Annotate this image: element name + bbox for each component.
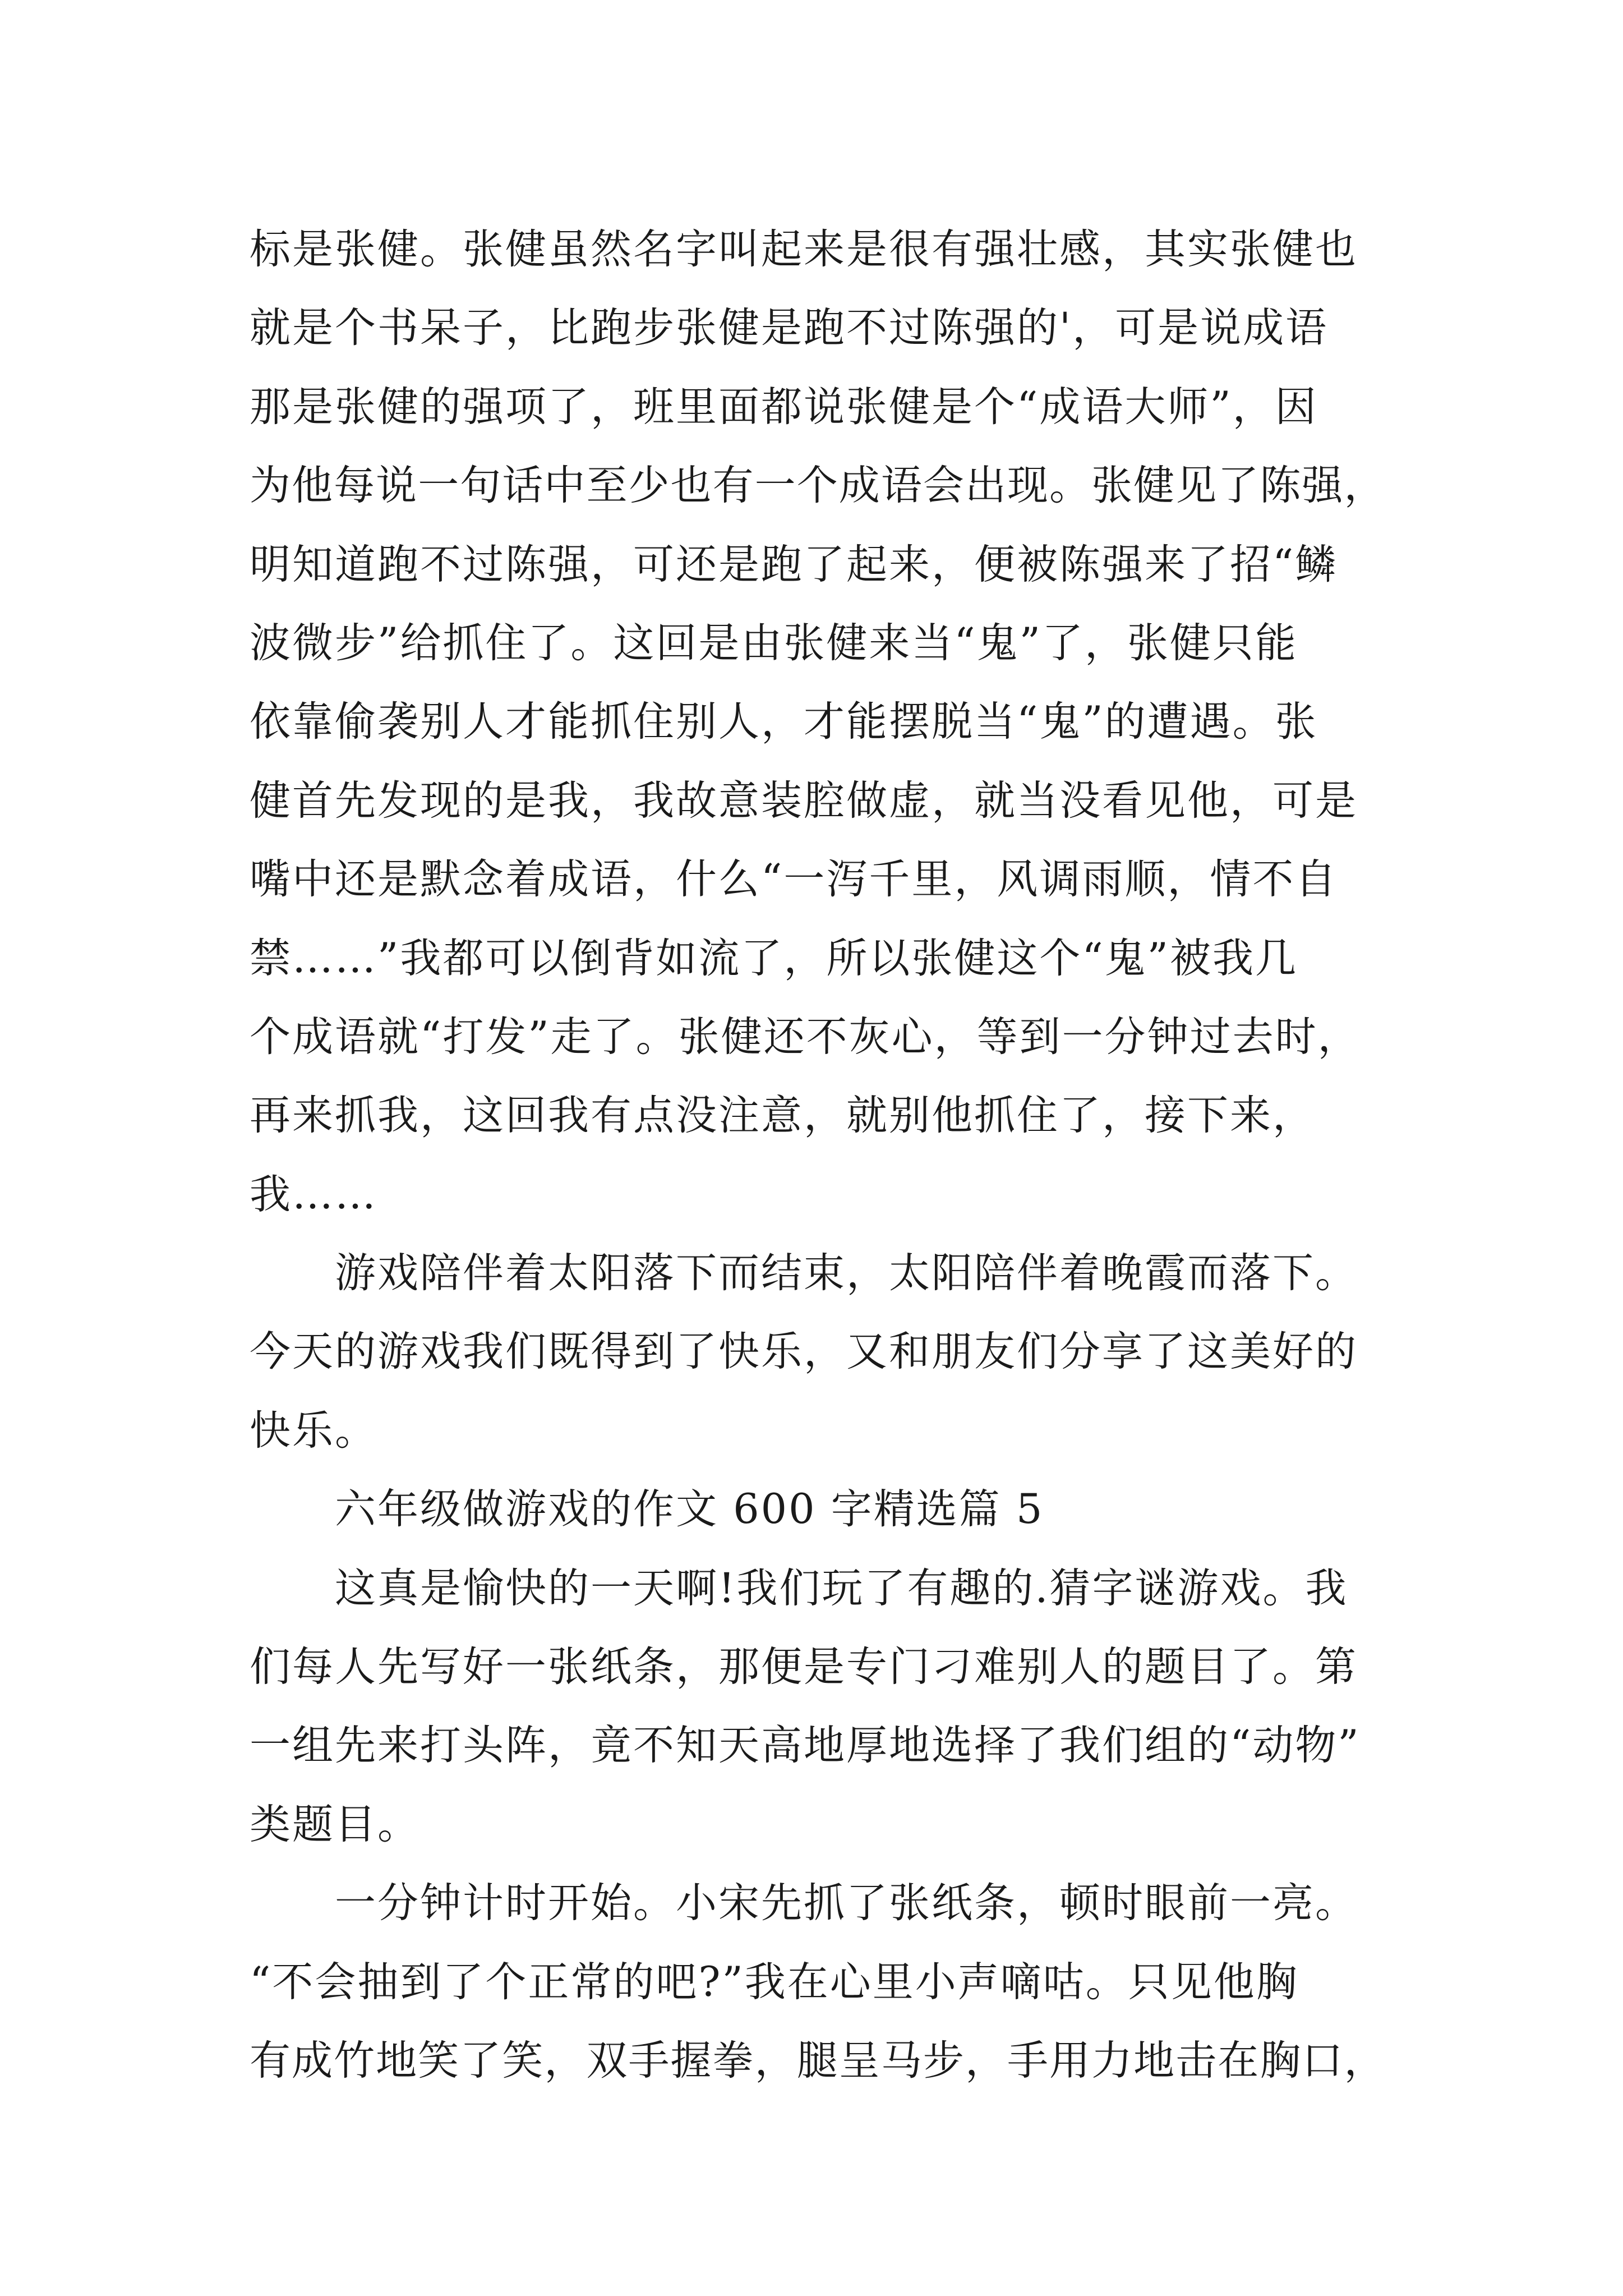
text-line: 再来抓我，这回我有点没注意，就别他抓住了，接下来， (250, 1092, 1315, 1140)
text-line: 那是张健的强项了，班里面都说张健是个“成语大师”，因 (250, 383, 1318, 431)
text-line: 今天的游戏我们既得到了快乐，又和朋友们分享了这美好的 (250, 1328, 1358, 1376)
text-line: 我…… (250, 1170, 377, 1218)
paragraph-start-line: 这真是愉快的一天啊!我们玩了有趣的.猜字谜游戏。我 (335, 1564, 1348, 1612)
text-line: 禁……”我都可以倒背如流了，所以张健这个“鬼”被我几 (250, 934, 1298, 982)
text-line: 健首先发现的是我，我故意装腔做虚，就当没看见他，可是 (250, 776, 1358, 825)
text-line: 一组先来打头阵，竟不知天高地厚地选择了我们组的“动物” (250, 1722, 1361, 1770)
text-line: 就是个书呆子，比跑步张健是跑不过陈强的'，可是说成语 (250, 304, 1329, 352)
document-body (250, 210, 1394, 2100)
text-line: 明知道跑不过陈强，可还是跑了起来，便被陈强来了招“鳞 (250, 540, 1338, 588)
text-line: 依靠偷袭别人才能抓住别人，才能摆脱当“鬼”的遭遇。张 (250, 698, 1318, 746)
text-line: 嘴中还是默念着成语，什么“一泻千里，风调雨顺，情不自 (250, 855, 1338, 904)
paragraph-start-line: 游戏陪伴着太阳落下而结束，太阳陪伴着晚霞而落下。 (335, 1249, 1358, 1297)
paragraph-start-line: 一分钟计时开始。小宋先抓了张纸条，顿时眼前一亮。 (335, 1879, 1358, 1927)
text-line: 快乐。 (250, 1406, 377, 1455)
text-line: 们每人先写好一张纸条，那便是专门刁难别人的题目了。第 (250, 1643, 1358, 1691)
text-line: 类题目。 (250, 1800, 420, 1848)
text-line: 为他每说一句话中至少也有一个成语会出现。张健见了陈强， (250, 462, 1386, 510)
section-heading: 六年级做游戏的作文 600 字精选篇 5 (335, 1485, 1044, 1534)
text-line: 个成语就“打发”走了。张健还不灰心，等到一分钟过去时， (250, 1013, 1361, 1061)
text-line: 有成竹地笑了笑，双手握拳，腿呈马步，手用力地击在胸口， (250, 2036, 1386, 2085)
text-line: 波微步”给抓住了。这回是由张健来当“鬼”了，张健只能 (250, 619, 1298, 667)
text-line: “不会抽到了个正常的吧?”我在心里小声嘀咕。只见他胸 (250, 1958, 1299, 2006)
text-line: 标是张健。张健虽然名字叫起来是很有强壮感，其实张健也 (250, 226, 1358, 273)
